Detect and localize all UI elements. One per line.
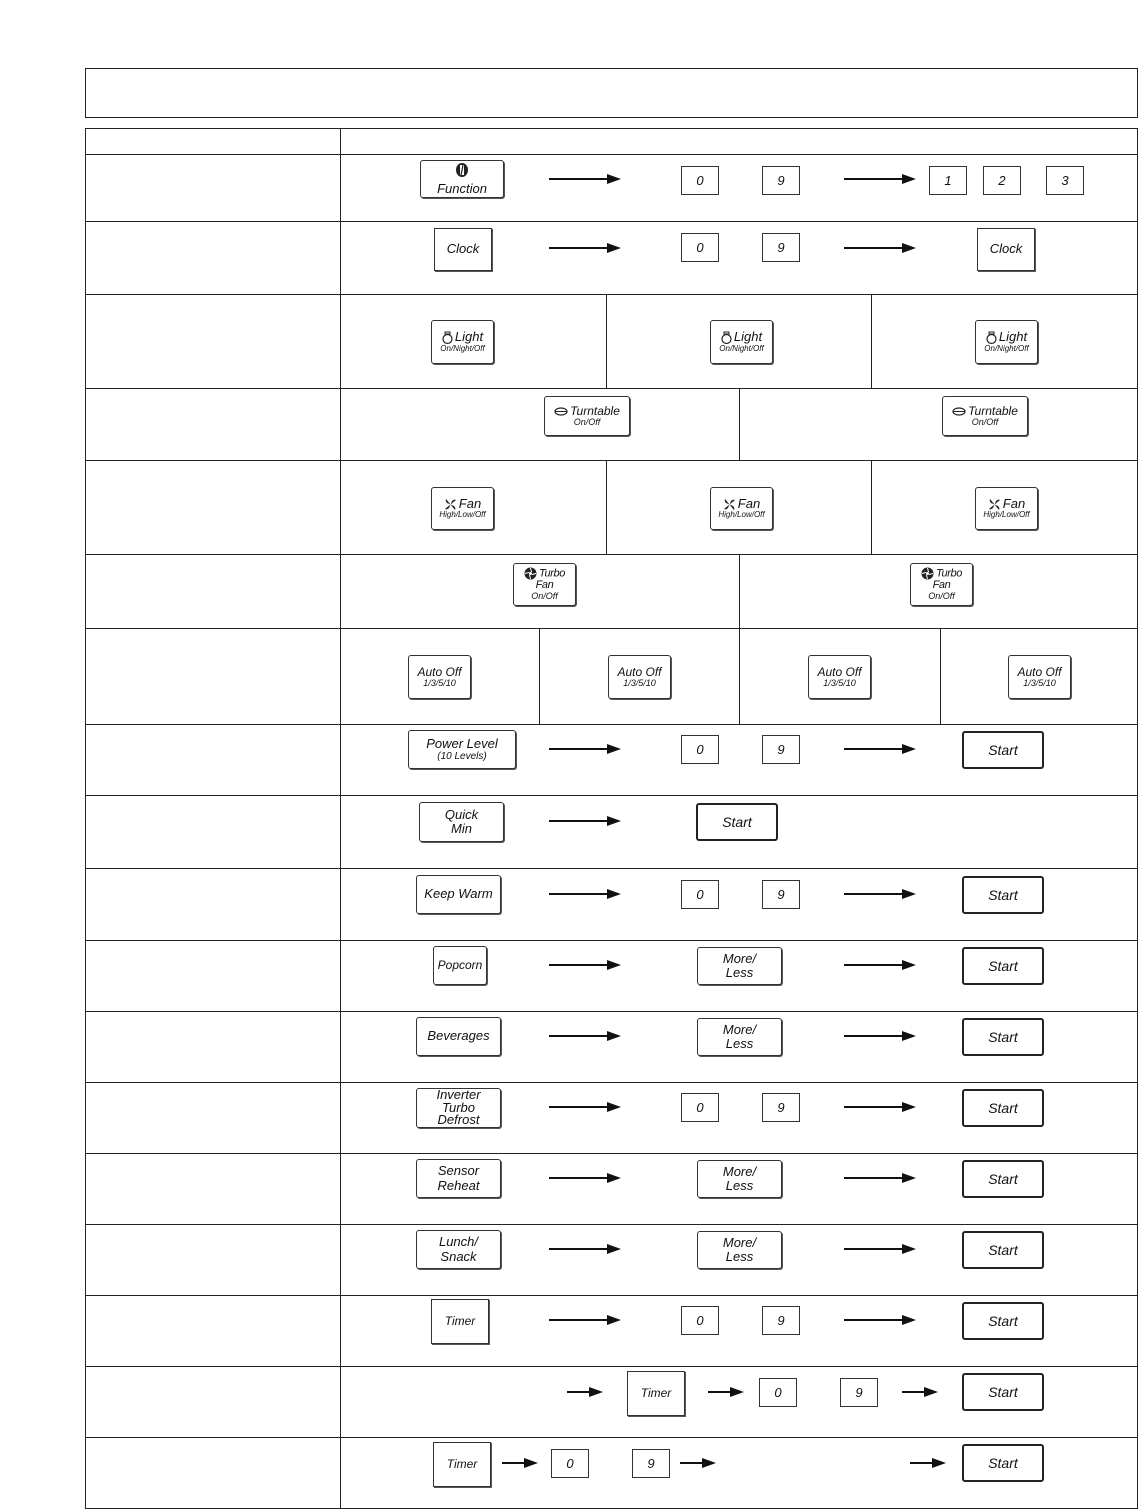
- arrow-icon: [549, 889, 621, 899]
- lunch-key-label-1: Lunch/: [438, 1234, 479, 1250]
- power-level-key-sublabel: (10 Levels): [437, 751, 487, 763]
- arrow-icon: [844, 889, 916, 899]
- function-key[interactable]: [420, 160, 504, 198]
- keep-warm-key[interactable]: Keep Warm: [416, 875, 501, 914]
- turbo-fan-icon: [524, 567, 537, 580]
- more-less-key-label-1: More/: [722, 1234, 757, 1250]
- auto-off-key-sublabel: 1/3/5/10: [823, 677, 856, 688]
- inverter-key-label-2: Turbo: [442, 1099, 475, 1115]
- sensor-key-label-1: Sensor: [437, 1163, 480, 1179]
- inverter-turbo-defrost-key[interactable]: [416, 1088, 501, 1128]
- arrow-icon: [844, 243, 916, 253]
- timer-key[interactable]: Timer: [433, 1442, 491, 1487]
- auto-off-key[interactable]: [608, 655, 671, 699]
- timer-key[interactable]: Timer: [431, 1299, 489, 1344]
- digit-9-key[interactable]: 9: [762, 1093, 800, 1122]
- function-key-label: Function: [437, 180, 487, 196]
- turbo-fan-key-label: Turbo Fan: [535, 567, 565, 592]
- row-divider: [85, 460, 1138, 461]
- auto-off-key-label: Auto Off: [617, 664, 662, 679]
- start-button[interactable]: Start: [962, 1160, 1044, 1198]
- more-less-key-label-1: More/: [722, 1021, 757, 1037]
- quick-min-key[interactable]: [419, 802, 504, 842]
- more-less-key-label-1: More/: [722, 1163, 757, 1179]
- digit-0-key[interactable]: 0: [681, 166, 719, 195]
- row-divider: [85, 1011, 1138, 1012]
- row-divider: [85, 1366, 1138, 1367]
- row-divider: [85, 1224, 1138, 1225]
- fan-key[interactable]: [710, 487, 773, 530]
- sensor-reheat-key[interactable]: [416, 1159, 501, 1198]
- cell-divider: [739, 554, 740, 628]
- auto-off-key-label: Auto Off: [817, 664, 862, 679]
- digit-9-key[interactable]: 9: [762, 1306, 800, 1335]
- light-key-label: Light: [998, 329, 1028, 345]
- arrow-icon: [549, 1102, 621, 1112]
- start-button[interactable]: Start: [962, 1089, 1044, 1127]
- arrow-icon: [844, 1244, 916, 1254]
- row-divider: [85, 795, 1138, 796]
- turntable-icon: [554, 407, 568, 416]
- more-less-key-label-2: Less: [725, 1178, 754, 1193]
- light-key-label: Light: [454, 329, 484, 345]
- arrow-icon: [567, 1387, 603, 1397]
- turbo-fan-key[interactable]: [910, 563, 973, 606]
- arrow-icon: [910, 1458, 946, 1468]
- auto-off-key-sublabel: 1/3/5/10: [423, 677, 456, 688]
- auto-off-key[interactable]: [1008, 655, 1071, 699]
- start-button[interactable]: Start: [962, 1444, 1044, 1482]
- column-divider: [340, 128, 341, 1509]
- digit-9-key[interactable]: 9: [840, 1378, 878, 1407]
- row-divider: [85, 1437, 1138, 1438]
- row-divider: [85, 628, 1138, 629]
- turntable-key-sublabel: On/Off: [573, 416, 601, 427]
- more-less-key-label-2: Less: [725, 965, 754, 980]
- digit-9-key[interactable]: 9: [632, 1449, 670, 1478]
- fan-key[interactable]: [975, 487, 1038, 530]
- fan-key-sublabel: High/Low/Off: [718, 510, 765, 520]
- row-divider: [85, 940, 1138, 941]
- fan-key-sublabel: High/Low/Off: [439, 510, 486, 520]
- more-less-key-label-1: More/: [722, 950, 757, 966]
- clock-key[interactable]: Clock: [434, 228, 492, 271]
- cell-divider: [739, 628, 740, 724]
- digit-1-key[interactable]: 1: [929, 166, 967, 195]
- turntable-key[interactable]: [544, 396, 630, 436]
- more-less-key[interactable]: [697, 947, 782, 985]
- more-less-key[interactable]: [697, 1160, 782, 1198]
- arrow-icon: [844, 174, 916, 184]
- bulb-icon: [442, 331, 453, 345]
- popcorn-key[interactable]: Popcorn: [433, 946, 487, 985]
- arrow-icon: [549, 1315, 621, 1325]
- arrow-icon: [549, 243, 621, 253]
- arrow-icon: [902, 1387, 938, 1397]
- start-button[interactable]: Start: [962, 1302, 1044, 1340]
- light-key-label: Light: [733, 329, 763, 345]
- digit-0-key[interactable]: 0: [681, 1093, 719, 1122]
- light-key-sublabel: On/Night/Off: [984, 343, 1029, 353]
- auto-off-key-label: Auto Off: [1017, 664, 1062, 679]
- title-box: [85, 68, 1138, 118]
- row-divider: [85, 868, 1138, 869]
- cell-divider: [606, 294, 607, 388]
- timer-key[interactable]: Timer: [627, 1371, 685, 1416]
- digit-9-key[interactable]: 9: [762, 880, 800, 909]
- bulb-icon: [721, 331, 732, 345]
- turbo-fan-key-sublabel: On/Off: [531, 591, 558, 602]
- digit-9-key[interactable]: 9: [762, 735, 800, 764]
- arrow-icon: [844, 1173, 916, 1183]
- lunch-key-label-2: Snack: [440, 1248, 477, 1264]
- digit-0-key[interactable]: 0: [551, 1449, 589, 1478]
- more-less-key[interactable]: [697, 1231, 782, 1269]
- row-divider: [85, 554, 1138, 555]
- fan-key[interactable]: [431, 487, 494, 530]
- more-less-key-label-2: Less: [725, 1036, 754, 1051]
- arrow-icon: [844, 960, 916, 970]
- cell-divider: [739, 388, 740, 460]
- arrow-icon: [844, 744, 916, 754]
- arrow-icon: [549, 174, 621, 184]
- cell-divider: [539, 628, 540, 724]
- inverter-key-label-1: Inverter: [436, 1087, 481, 1103]
- turntable-key-label: Turntable: [968, 403, 1018, 418]
- row-divider: [85, 388, 1138, 389]
- fan-key-label: Fan: [737, 496, 761, 512]
- turntable-key-label: Turntable: [570, 403, 620, 418]
- auto-off-key[interactable]: [408, 655, 471, 699]
- fan-key-label: Fan: [458, 496, 482, 512]
- auto-off-key[interactable]: [808, 655, 871, 699]
- start-button[interactable]: Start: [962, 1373, 1044, 1411]
- row-divider: [85, 294, 1138, 295]
- arrow-icon: [844, 1031, 916, 1041]
- digit-0-key[interactable]: 0: [681, 1306, 719, 1335]
- turbo-fan-key-label: Turbo Fan: [932, 567, 962, 592]
- turntable-key[interactable]: [942, 396, 1028, 436]
- arrow-icon: [549, 1173, 621, 1183]
- digit-0-key[interactable]: 0: [759, 1378, 797, 1407]
- start-button[interactable]: Start: [962, 1018, 1044, 1056]
- digit-0-key[interactable]: 0: [681, 735, 719, 764]
- turbo-fan-key[interactable]: [513, 563, 576, 606]
- arrow-icon: [708, 1387, 744, 1397]
- cell-divider: [606, 460, 607, 554]
- more-less-key-label-2: Less: [725, 1249, 754, 1264]
- clock-key[interactable]: Clock: [977, 228, 1035, 271]
- arrow-icon: [549, 744, 621, 754]
- start-button[interactable]: Start: [962, 1231, 1044, 1269]
- quick-min-key-label-2: Min: [451, 821, 472, 836]
- power-level-key-label: Power Level: [426, 735, 498, 751]
- row-divider: [85, 154, 1138, 155]
- row-divider: [85, 1082, 1138, 1083]
- light-key[interactable]: [975, 320, 1038, 364]
- power-level-key[interactable]: [408, 730, 516, 769]
- start-button[interactable]: Start: [962, 731, 1044, 769]
- arrow-icon: [844, 1102, 916, 1112]
- light-key-sublabel: On/Night/Off: [719, 343, 764, 353]
- start-button[interactable]: Start: [962, 876, 1044, 914]
- auto-off-key-sublabel: 1/3/5/10: [623, 677, 656, 688]
- inverter-key-label-3: Defrost: [437, 1112, 480, 1128]
- row-divider: [85, 221, 1138, 222]
- digit-3-key[interactable]: 3: [1046, 166, 1084, 195]
- row-divider: [85, 1153, 1138, 1154]
- cell-divider: [871, 294, 872, 388]
- auto-off-key-sublabel: 1/3/5/10: [1023, 677, 1056, 688]
- sensor-key-label-2: Reheat: [437, 1177, 480, 1193]
- light-key-sublabel: On/Night/Off: [440, 343, 485, 353]
- arrow-icon: [549, 816, 621, 826]
- fan-key-sublabel: High/Low/Off: [983, 510, 1030, 520]
- light-key[interactable]: [710, 320, 773, 364]
- light-key[interactable]: [431, 320, 494, 364]
- row-divider: [85, 724, 1138, 725]
- turntable-icon: [952, 407, 966, 416]
- arrow-icon: [502, 1458, 538, 1468]
- digit-9-key[interactable]: 9: [762, 233, 800, 262]
- arrow-icon: [549, 1031, 621, 1041]
- beverages-key[interactable]: Beverages: [416, 1017, 501, 1056]
- turntable-key-sublabel: On/Off: [971, 416, 999, 427]
- cell-divider: [940, 628, 941, 724]
- function-icon: [455, 162, 469, 181]
- digit-0-key[interactable]: 0: [681, 880, 719, 909]
- cell-divider: [871, 460, 872, 554]
- bulb-icon: [986, 331, 997, 345]
- digit-2-key[interactable]: 2: [983, 166, 1021, 195]
- quick-min-key-label-1: Quick: [444, 806, 479, 822]
- lunch-snack-key[interactable]: [416, 1230, 501, 1269]
- start-button[interactable]: Start: [962, 947, 1044, 985]
- fan-key-label: Fan: [1002, 496, 1026, 512]
- turbo-fan-key-sublabel: On/Off: [928, 591, 955, 602]
- digit-9-key[interactable]: 9: [762, 166, 800, 195]
- turbo-fan-icon: [921, 567, 934, 580]
- arrow-icon: [549, 1244, 621, 1254]
- auto-off-key-label: Auto Off: [417, 664, 462, 679]
- arrow-icon: [549, 960, 621, 970]
- row-divider: [85, 1295, 1138, 1296]
- more-less-key[interactable]: [697, 1018, 782, 1056]
- start-button[interactable]: Start: [696, 803, 778, 841]
- arrow-icon: [680, 1458, 716, 1468]
- arrow-icon: [844, 1315, 916, 1325]
- digit-0-key[interactable]: 0: [681, 233, 719, 262]
